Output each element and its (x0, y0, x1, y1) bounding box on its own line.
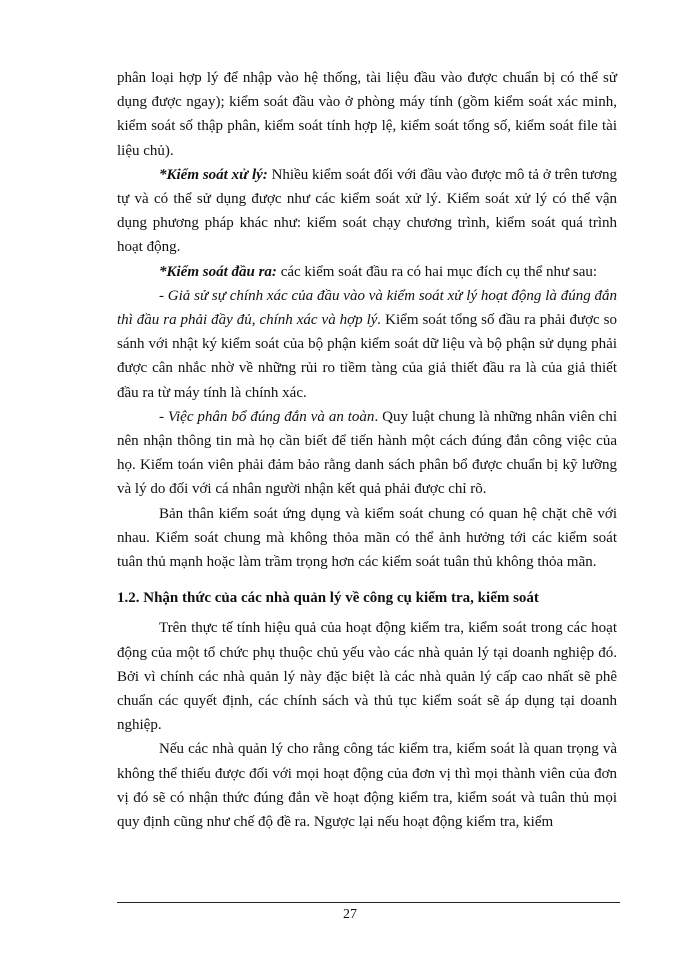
paragraph-output-accuracy (117, 284, 617, 405)
section-heading: 1.2. Nhận thức của các nhà quản lý về công cụ kiểm tra, kiểm soát (117, 590, 539, 607)
output-accuracy-italic: - Giả sử sự chính xác của đầu vào và kiểm soát xử lý hoạt động là đúng đắn thì đầu ra phải đầy đủ, chính xác và hợp lý. (117, 287, 617, 329)
processing-controls-text: Nhiều kiểm soát đối với đầu vào được mô tả ở trên tương tự và có thể sử dụng được như các kiểm soát xử lý. Kiểm soát xử lý có thể vận dụng phương pháp khác như: kiểm soát chạy chương trình, kiểm soát quá trình hoạt động. (117, 166, 617, 256)
output-controls-text: các kiểm soát đầu ra có hai mục đích cụ thể như sau: (276, 263, 598, 280)
distribution-text: . Quy luật chung là những nhân viên chỉ nên nhận thông tin mà họ cần biết để tiến hành một cách đúng đắn công việc của họ. Kiểm toán viên phải đảm bảo rằng danh sách phân bổ được chuẩn bị kỹ lưỡng và lý do đối với cá nhân người nhận kết quả phải được chỉ rõ. (117, 408, 618, 498)
footer-rule (117, 902, 620, 903)
output-accuracy-text: Kiểm soát tổng số đầu ra phải được so sánh với nhật ký kiểm soát của bộ phận kiểm soát dữ liệu và bộ phận sử dụng phải được cân nhắc nhờ về những rủi ro tiềm tàng của giả thiết đầu ra là của giả thiết đầu ra từ máy tính là chính xác. (117, 312, 617, 401)
paragraph-processing-controls (117, 163, 617, 260)
paragraph-distribution (117, 405, 617, 502)
paragraph-general-controls: Bản thân kiểm soát ứng dụng và kiểm soát chung có quan hệ chặt chẽ với nhau. Kiểm soát chung mà không thỏa mãn có thể ảnh hưởng tới các kiểm soát tuân thủ mạnh hoặc làm trầm trọng hơn các kiểm soát tuân thủ không thỏa mãn. (117, 505, 617, 571)
paragraph-output-controls (117, 260, 617, 284)
output-controls-label: *Kiểm soát đầu ra: (159, 263, 277, 280)
paragraph-management-effectiveness: Trên thực tế tính hiệu quả của hoạt động kiểm tra, kiểm soát trong các hoạt động của một tổ chức phụ thuộc chủ yếu vào các nhà quản lý tại doanh nghiệp đó. Bởi vì chính các nhà quản lý này đặc biệt là các nhà quản lý cấp cao nhất sẽ phê chuẩn các quyết định, các chính sách và thủ tục kiểm soát sẽ áp dụng tại doanh nghiệp. (117, 620, 617, 734)
page-number: 27 (343, 907, 357, 922)
paragraph-input-controls: phân loại hợp lý để nhập vào hệ thống, tài liệu đầu vào được chuẩn bị có thể sử dụng được ngay); kiểm soát đầu vào ở phòng máy tính (gồm kiểm soát xác minh, kiểm soát số thập phân, kiểm soát tính hợp lệ, kiểm soát tổng số, kiểm soát file tài liệu chủ). (117, 70, 617, 159)
distribution-italic: Việc phân bổ đúng đắn và an toàn (167, 408, 375, 425)
body-text (117, 66, 617, 834)
processing-controls-label: *Kiểm soát xử lý: (159, 166, 268, 183)
paragraph-management-attitude: Nếu các nhà quản lý cho rằng công tác kiểm tra, kiểm soát là quan trọng và không thể thiếu được đối với mọi hoạt động của đơn vị thì mọi thành viên của đơn vị đó sẽ có nhận thức đúng đắn về hoạt động kiểm tra, kiểm soát và tuân thủ mọi quy định cũng như chế độ đề ra. Ngược lại nếu hoạt động kiểm tra, kiểm (117, 741, 617, 831)
distribution-lead: - (159, 408, 168, 425)
